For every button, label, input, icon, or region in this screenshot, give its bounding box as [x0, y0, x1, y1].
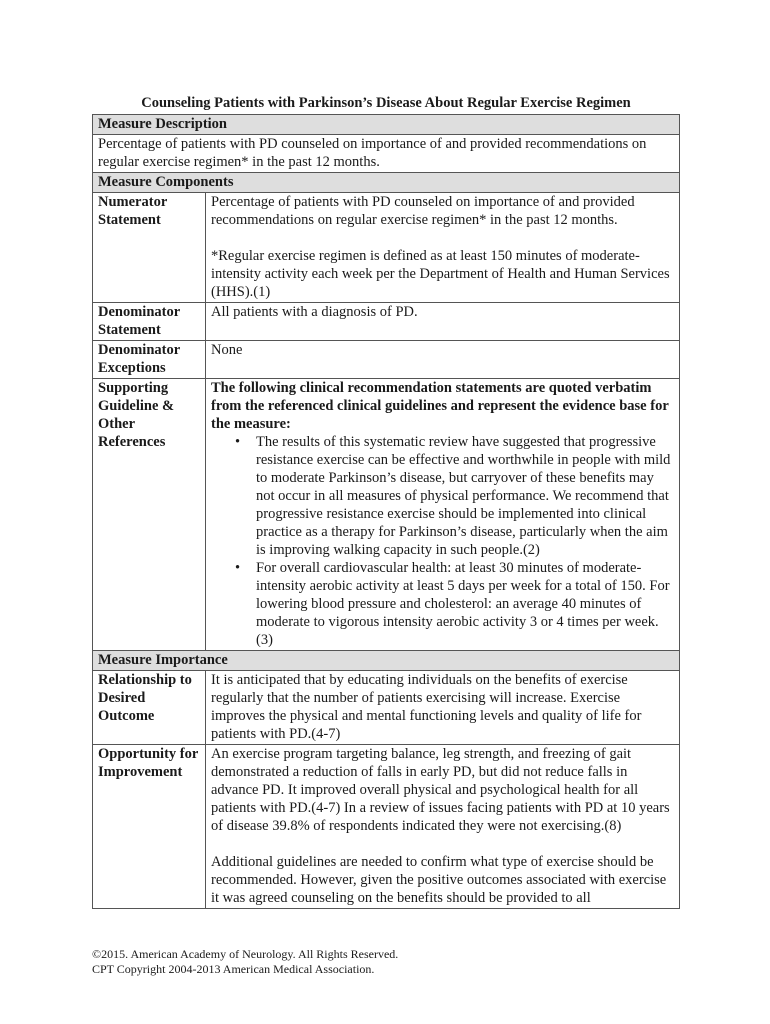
supporting-row [93, 379, 680, 651]
measure-description-row [93, 135, 680, 173]
footer [92, 947, 398, 977]
recommendation-item: • For overall cardiovascular health: at least 30 minutes of moderate-intensity aerobic activity at least 5 days per week for a total of 150. For lowering blood pressure and cholesterol: an average 40 minutes of moderate to vigorous intensity aerobic activity 3 or 4 times per week.(3) [256, 559, 674, 649]
numerator-label: Numerator Statement [93, 193, 206, 303]
opportunity-text-continued: Additional guidelines are needed to confirm what type of exercise should be recommended. However, given the positive outcomes associated with exercise it was agreed counseling on the benefits should be provided to all [211, 854, 667, 906]
measure-importance-header-row [93, 651, 680, 671]
denominator-label: Denominator Statement [93, 303, 206, 341]
copyright-line: ©2015. American Academy of Neurology. All Rights Reserved. [92, 947, 399, 961]
relationship-row [93, 671, 680, 745]
supporting-label: Supporting Guideline & Other References [93, 379, 206, 651]
recommendation-list [211, 433, 674, 649]
measure-description-text: Percentage of patients with PD counseled on importance of and provided recommendations on regular exercise regimen* in the past 12 months. [93, 135, 680, 173]
relationship-text: It is anticipated that by educating individuals on the benefits of exercise regularly that the number of patients exercising will increase. Exercise improves the physical and mental functioning levels and quality of life for patients with PD.(4-7) [206, 671, 680, 745]
section-header-measure-components: Measure Components [93, 173, 680, 193]
section-header-measure-importance: Measure Importance [93, 651, 680, 671]
exceptions-row [93, 341, 680, 379]
section-header-measure-description: Measure Description [93, 115, 680, 135]
measure-table [92, 114, 680, 909]
numerator-content [206, 193, 680, 303]
numerator-note: *Regular exercise regimen is defined as at least 150 minutes of moderate-intensity activity each week per the Department of Health and Human Services (HHS).(1) [211, 248, 670, 300]
measure-components-header-row [93, 173, 680, 193]
supporting-intro: The following clinical recommendation statements are quoted verbatim from the referenced clinical guidelines and represent the evidence base for the measure: [211, 380, 669, 432]
measure-description-header-row [93, 115, 680, 135]
denominator-text: All patients with a diagnosis of PD. [206, 303, 680, 341]
opportunity-content [206, 745, 680, 909]
recommendation-item: • The results of this systematic review have suggested that progressive resistance exercise can be effective and worthwhile in people with mild to moderate Parkinson’s disease, but carryover of these benefits may not occur in all measures of physical performance. We recommend that progressive resistance exercise should be implemented into clinical practice as a therapy for Parkinson’s disease, particularly when the aim is improving walking capacity in such people.(2) [256, 433, 674, 559]
opportunity-label: Opportunity for Improvement [93, 745, 206, 909]
numerator-text: Percentage of patients with PD counseled on importance of and provided recommendations on regular exercise regimen* in the past 12 months. [211, 194, 635, 228]
opportunity-row [93, 745, 680, 909]
exceptions-label: Denominator Exceptions [93, 341, 206, 379]
relationship-label: Relationship to Desired Outcome [93, 671, 206, 745]
document-title: Counseling Patients with Parkinson’s Disease About Regular Exercise Regimen [141, 95, 631, 111]
denominator-row [93, 303, 680, 341]
exceptions-text: None [206, 341, 680, 379]
supporting-content [206, 379, 680, 651]
opportunity-text: An exercise program targeting balance, leg strength, and freezing of gait demonstrated a reduction of falls in early PD, but did not reduce falls in advance PD. It improved overall physical and psychological health for all patients with PD.(4-7) In a review of issues facing patients with PD at 10 years of disease 39.8% of respondents indicated they were not exercising.(8) [211, 746, 670, 834]
numerator-row [93, 193, 680, 303]
cpt-copyright-line: CPT Copyright 2004-2013 American Medical Association. [92, 962, 375, 976]
